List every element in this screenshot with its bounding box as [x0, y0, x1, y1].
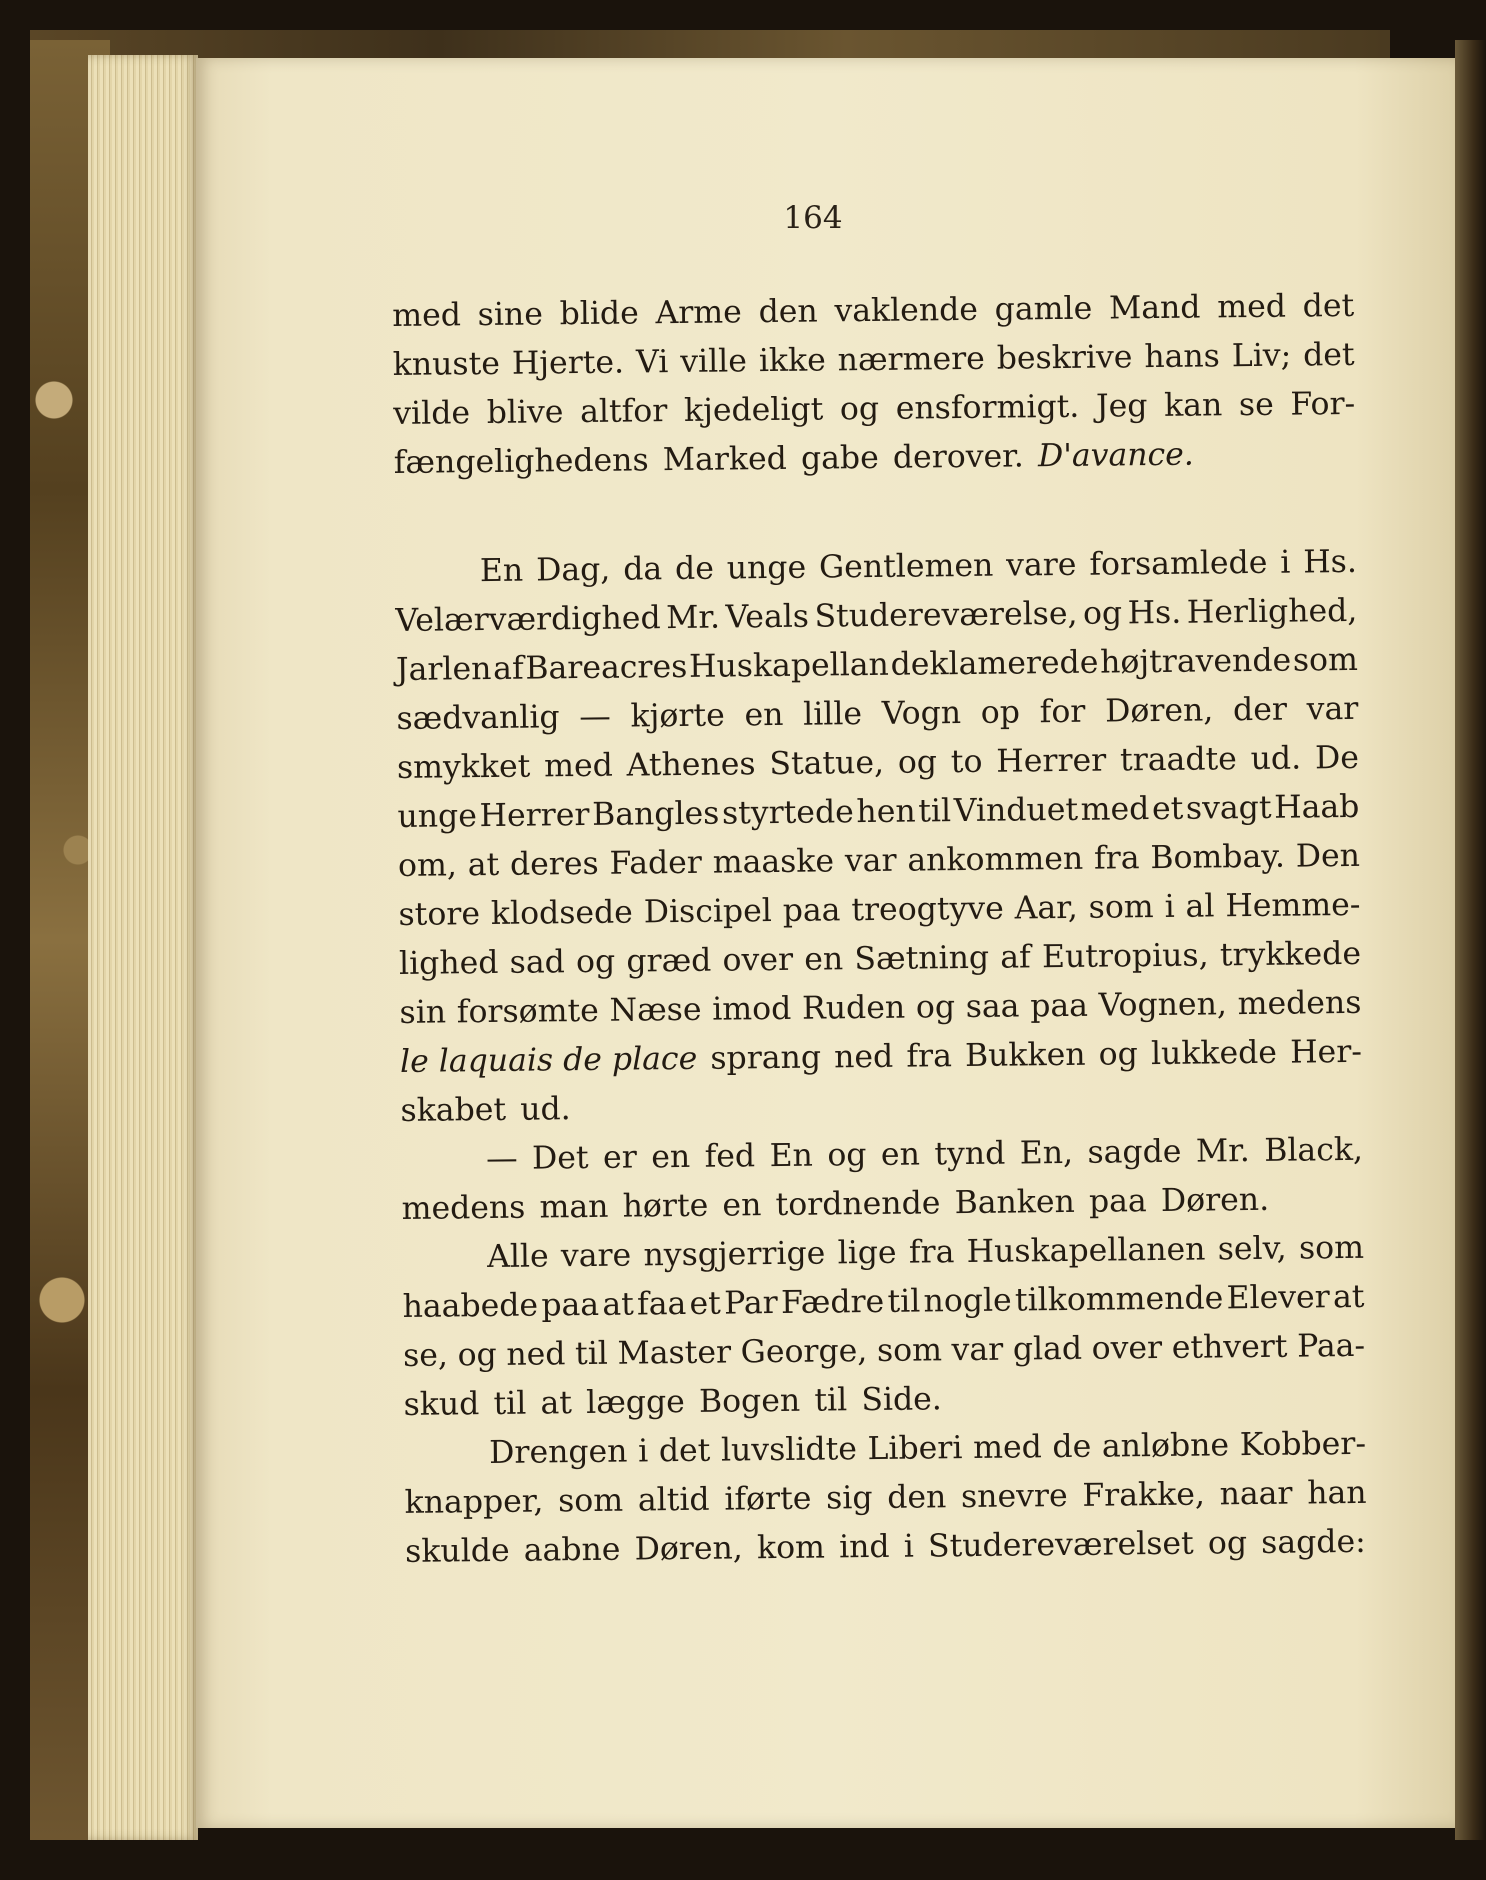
word: sædvanlig	[396, 699, 560, 737]
word: sprang	[710, 1039, 822, 1077]
word: med	[1217, 288, 1287, 326]
word: Gentlemen	[818, 547, 994, 586]
word: traadte	[1119, 741, 1238, 779]
word: til	[493, 1385, 527, 1422]
word: derover.	[892, 438, 1024, 476]
word: man	[539, 1188, 609, 1226]
word: fængelighedens	[393, 442, 649, 481]
word: skud	[403, 1386, 480, 1423]
word: og	[575, 943, 616, 981]
word: Statue,	[769, 744, 885, 783]
word: smykket	[396, 748, 531, 786]
word: svagt	[1185, 789, 1272, 827]
word: som	[1292, 641, 1359, 679]
word: kom	[756, 1529, 826, 1567]
text-line	[396, 636, 1358, 695]
word: Side.	[861, 1381, 943, 1419]
word: til	[814, 1382, 848, 1419]
word: som	[1298, 1229, 1365, 1267]
word: Det	[531, 1139, 589, 1177]
word: til	[918, 793, 952, 830]
word: en	[880, 1136, 921, 1173]
word: klodsede	[490, 894, 634, 932]
word: Herrer	[996, 742, 1107, 780]
word: over	[1091, 1329, 1163, 1367]
word: forsamlede	[1089, 544, 1268, 583]
word: selv,	[1217, 1230, 1287, 1268]
word: sig	[825, 1480, 873, 1517]
word: var	[1306, 690, 1359, 728]
word: medens	[401, 1189, 526, 1227]
word: sin	[399, 994, 447, 1031]
word: paa	[1088, 1183, 1147, 1220]
word: —	[579, 698, 612, 736]
word: Her-	[1289, 1033, 1363, 1071]
text-line	[400, 1028, 1362, 1087]
word: fra	[906, 1038, 953, 1075]
word: maaske	[712, 843, 835, 881]
word: vare	[1005, 546, 1077, 584]
word: Hs.	[1303, 543, 1358, 581]
word: sagde:	[1261, 1523, 1366, 1561]
word: fra	[1093, 840, 1140, 877]
word: højtravende	[1099, 642, 1292, 681]
word: Dag,	[535, 551, 611, 589]
word: Aar,	[1014, 889, 1078, 927]
word: Næse	[609, 991, 702, 1029]
word: var	[844, 842, 897, 880]
word: ville	[680, 343, 748, 380]
word: Sætning	[854, 939, 990, 978]
word: hans	[1144, 338, 1221, 376]
word: George,	[740, 1333, 868, 1371]
word: og	[1207, 1525, 1248, 1562]
word: Mand	[1108, 289, 1201, 327]
word: Jarlen	[395, 650, 492, 688]
word: ankommen	[907, 840, 1084, 879]
word: og	[897, 744, 938, 781]
word: beskrive	[996, 339, 1133, 377]
word: ikke	[758, 342, 826, 380]
word: Vinduet	[953, 791, 1079, 830]
word: Liberi	[867, 1430, 963, 1468]
word: Eutropius,	[1041, 937, 1209, 976]
paragraph	[401, 1126, 1364, 1234]
word: trykkede	[1219, 935, 1362, 974]
word: det	[1302, 336, 1355, 374]
word: Par	[723, 1285, 778, 1322]
word: et	[1151, 790, 1184, 828]
book-gutter-right	[1455, 40, 1486, 1840]
word: Bogen	[698, 1382, 801, 1420]
word: Studereværelset	[927, 1525, 1194, 1565]
page-number: 164	[783, 200, 843, 236]
word: gabe	[800, 439, 879, 477]
word: En,	[1019, 1134, 1074, 1172]
body-text	[392, 282, 1367, 1577]
word: skulde	[405, 1532, 510, 1570]
word: Bareacres	[525, 648, 688, 687]
word: Kobber-	[1239, 1425, 1367, 1464]
word: vilde	[393, 395, 471, 432]
word: Døren.	[1160, 1181, 1270, 1219]
word: store	[398, 896, 481, 933]
word: iførte	[724, 1480, 812, 1518]
word: for	[1039, 693, 1086, 731]
word: sad	[509, 944, 565, 981]
word: med	[972, 1429, 1042, 1466]
word: Den	[1295, 837, 1361, 875]
word: Huskapellan	[688, 646, 890, 685]
word: Fædre	[780, 1283, 885, 1321]
word: en	[651, 1138, 691, 1176]
word: at	[467, 846, 500, 884]
word: og	[1082, 595, 1123, 632]
text-line	[393, 380, 1355, 439]
word: Vogn	[881, 695, 962, 732]
word: gamle	[994, 290, 1093, 328]
word: Master	[617, 1334, 732, 1372]
word: til	[887, 1283, 921, 1320]
word: luvslidte	[720, 1431, 858, 1469]
word: Athenes	[626, 746, 756, 784]
word: blide	[559, 295, 639, 333]
word: D'avance.	[1037, 436, 1195, 475]
word: Frakke,	[1082, 1476, 1206, 1514]
word: en	[722, 1187, 762, 1224]
word: medens	[1237, 984, 1362, 1023]
word: aabne	[523, 1531, 621, 1569]
word: Banken	[954, 1183, 1076, 1222]
word: Hjerte.	[511, 344, 625, 382]
word: unge	[397, 798, 478, 835]
word: ind	[838, 1528, 890, 1566]
word: Hs.	[1127, 594, 1182, 632]
word: lægge	[585, 1383, 685, 1422]
word: en	[804, 941, 844, 978]
word: glad	[1012, 1330, 1083, 1368]
word: Hemme-	[1225, 886, 1361, 925]
word: af	[492, 650, 524, 687]
word: treogtyve	[851, 890, 1004, 929]
word: Mr.	[1195, 1133, 1250, 1170]
word: naar	[1219, 1475, 1293, 1513]
word: og	[839, 390, 880, 428]
word: Ruden	[801, 989, 906, 1027]
word: Vognen,	[1098, 986, 1228, 1024]
word: altid	[637, 1481, 710, 1519]
word: Velærværdighed	[395, 600, 661, 639]
word: tordnende	[775, 1185, 941, 1224]
word: paa	[782, 892, 841, 929]
word: —	[485, 1140, 518, 1178]
word: at	[602, 1286, 634, 1323]
word: kjedeligt	[683, 391, 824, 429]
word: den	[887, 1479, 947, 1516]
word: vare	[560, 1237, 632, 1275]
text-line	[398, 832, 1360, 891]
word: med	[543, 747, 614, 785]
word: ud.	[520, 1091, 571, 1128]
word: ud.	[1250, 740, 1302, 778]
word: Veals	[725, 598, 810, 636]
word: til	[574, 1335, 609, 1373]
word: blive	[486, 394, 564, 432]
word: og	[1098, 1036, 1139, 1073]
word: En	[479, 552, 524, 590]
word: i	[1164, 888, 1175, 925]
word: lukkede	[1150, 1034, 1278, 1073]
word: der	[1232, 691, 1288, 729]
word: Marked	[662, 440, 788, 479]
word: Paa-	[1296, 1327, 1366, 1365]
word: faa	[636, 1285, 687, 1323]
word: lige	[837, 1234, 897, 1272]
word: le laquais de place	[399, 1040, 698, 1080]
word: de	[674, 550, 715, 588]
word: knapper,	[404, 1483, 544, 1521]
word: Elever	[1226, 1279, 1330, 1317]
word: deklamerede	[890, 644, 1099, 683]
word: i	[637, 1433, 649, 1470]
word: vaklende	[834, 291, 979, 330]
word: han	[1307, 1474, 1367, 1512]
word: De	[1314, 739, 1360, 777]
word: For-	[1290, 385, 1356, 423]
word: Arme	[655, 294, 743, 332]
word: nogle	[923, 1282, 1012, 1320]
word: i	[903, 1528, 915, 1565]
word: ned	[833, 1038, 894, 1076]
word: og	[457, 1336, 497, 1374]
word: kan	[1163, 387, 1223, 424]
word: Drengen	[488, 1433, 628, 1472]
word: som	[876, 1332, 943, 1369]
word: er	[602, 1139, 637, 1176]
word: to	[950, 743, 983, 781]
paragraph	[395, 538, 1363, 1136]
word: se,	[402, 1337, 449, 1374]
word: tynd	[934, 1135, 1006, 1173]
word: styrtede	[721, 794, 854, 832]
word: Bukken	[964, 1036, 1086, 1075]
paragraph	[392, 282, 1356, 488]
word: Bombay.	[1150, 838, 1286, 877]
text-line	[403, 1322, 1365, 1381]
word: al	[1185, 888, 1215, 925]
word: Fader	[609, 844, 703, 882]
word: nærmere	[837, 340, 986, 379]
word: Herlighed,	[1186, 592, 1358, 631]
word: altfor	[579, 393, 668, 431]
word: med	[1080, 791, 1150, 828]
word: ned	[506, 1336, 566, 1373]
word: Jeg	[1095, 388, 1148, 425]
word: det	[1302, 287, 1355, 325]
word: en	[744, 696, 784, 734]
word: imod	[712, 990, 792, 1028]
word: om,	[397, 847, 458, 884]
word: i	[1280, 544, 1291, 581]
word: knuste	[392, 345, 501, 383]
word: Døren,	[634, 1530, 744, 1568]
word: En	[769, 1137, 814, 1175]
word: hørte	[622, 1187, 709, 1225]
word: græd	[626, 942, 712, 980]
word: unge	[726, 549, 807, 587]
page-stack-edge	[88, 55, 198, 1840]
word: da	[623, 551, 663, 588]
word: med	[392, 297, 462, 334]
word: de	[1052, 1428, 1092, 1466]
word: fra	[908, 1234, 955, 1271]
word: haabede	[402, 1287, 539, 1325]
word: forsømte	[456, 992, 599, 1031]
word: Bangles	[591, 795, 720, 833]
word: skabet	[400, 1091, 507, 1129]
word: saa	[965, 988, 1020, 1026]
word: lille	[802, 696, 863, 733]
word: op	[980, 694, 1021, 731]
paragraph	[402, 1224, 1366, 1430]
word: af	[1000, 939, 1031, 976]
word: og	[915, 989, 956, 1026]
word: deres	[509, 845, 599, 883]
word: var	[951, 1331, 1004, 1369]
word: hen	[856, 793, 916, 831]
word: Studereværelse,	[814, 595, 1078, 635]
word: ensformigt.	[895, 388, 1080, 427]
word: Discipel	[643, 893, 773, 931]
word: tilkommende	[1014, 1280, 1224, 1319]
word: fed	[704, 1138, 756, 1175]
section-break	[394, 478, 1357, 548]
paragraph	[404, 1420, 1367, 1577]
word: se	[1238, 386, 1274, 424]
word: et	[689, 1285, 722, 1322]
word: Haab	[1273, 788, 1360, 826]
word: som	[1088, 889, 1154, 926]
word: Herrer	[479, 796, 590, 835]
word: kjørte	[630, 697, 725, 735]
word: paa	[541, 1286, 600, 1324]
word: anløbne	[1101, 1427, 1230, 1465]
word: nysgjerrige	[643, 1235, 826, 1274]
word: Black,	[1264, 1131, 1364, 1169]
word: Alle	[486, 1238, 549, 1276]
word: Vi	[635, 344, 669, 381]
word: Liv;	[1231, 337, 1292, 375]
word: den	[758, 293, 818, 331]
word: at	[1332, 1278, 1365, 1316]
word: Døren,	[1104, 692, 1214, 730]
word: paa	[1030, 987, 1089, 1025]
word: sagde	[1087, 1133, 1182, 1171]
word: sine	[477, 296, 544, 334]
word: som	[557, 1482, 624, 1520]
word: Huskapellanen	[966, 1231, 1206, 1271]
word: Mr.	[665, 599, 721, 637]
word: at	[540, 1385, 573, 1422]
text-line	[405, 1518, 1367, 1577]
word: det	[658, 1432, 711, 1470]
word: lighed	[398, 944, 499, 982]
word: over	[722, 941, 794, 979]
word: ethvert	[1171, 1328, 1288, 1366]
word: snevre	[960, 1477, 1068, 1516]
word: og	[827, 1137, 867, 1174]
